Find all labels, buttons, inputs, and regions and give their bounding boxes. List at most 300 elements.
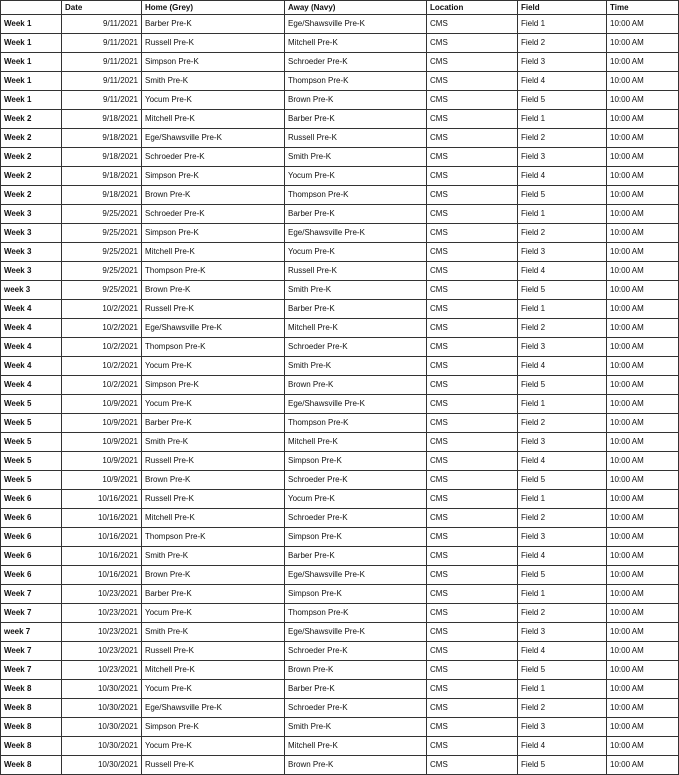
location-cell: CMS [427, 509, 518, 528]
table-row [1, 452, 679, 471]
header-home: Home (Grey) [142, 1, 285, 15]
table-row [1, 338, 679, 357]
away-team-cell: Brown Pre-K [285, 756, 427, 775]
date-cell: 10/30/2021 [62, 756, 142, 775]
home-team-cell: Brown Pre-K [142, 566, 285, 585]
location-cell: CMS [427, 414, 518, 433]
header-field: Field [518, 1, 607, 15]
away-team-cell: Thompson Pre-K [285, 414, 427, 433]
date-cell: 10/9/2021 [62, 414, 142, 433]
week-cell: Week 7 [1, 604, 62, 623]
location-cell: CMS [427, 338, 518, 357]
date-cell: 10/16/2021 [62, 509, 142, 528]
time-cell: 10:00 AM [607, 376, 679, 395]
away-team-cell: Russell Pre-K [285, 129, 427, 148]
field-cell: Field 4 [518, 642, 607, 661]
field-cell: Field 2 [518, 224, 607, 243]
date-cell: 10/30/2021 [62, 699, 142, 718]
date-cell: 10/9/2021 [62, 433, 142, 452]
home-team-cell: Barber Pre-K [142, 15, 285, 34]
away-team-cell: Thompson Pre-K [285, 604, 427, 623]
week-cell: Week 5 [1, 433, 62, 452]
location-cell: CMS [427, 623, 518, 642]
home-team-cell: Barber Pre-K [142, 414, 285, 433]
location-cell: CMS [427, 585, 518, 604]
table-row [1, 243, 679, 262]
week-cell: Week 7 [1, 642, 62, 661]
field-cell: Field 5 [518, 566, 607, 585]
location-cell: CMS [427, 547, 518, 566]
field-cell: Field 3 [518, 623, 607, 642]
field-cell: Field 4 [518, 452, 607, 471]
time-cell: 10:00 AM [607, 53, 679, 72]
week-cell: Week 6 [1, 490, 62, 509]
table-row [1, 72, 679, 91]
location-cell: CMS [427, 15, 518, 34]
time-cell: 10:00 AM [607, 585, 679, 604]
location-cell: CMS [427, 72, 518, 91]
location-cell: CMS [427, 91, 518, 110]
week-cell: Week 2 [1, 148, 62, 167]
location-cell: CMS [427, 680, 518, 699]
week-cell: Week 5 [1, 395, 62, 414]
away-team-cell: Smith Pre-K [285, 718, 427, 737]
away-team-cell: Barber Pre-K [285, 547, 427, 566]
away-team-cell: Schroeder Pre-K [285, 338, 427, 357]
away-team-cell: Russell Pre-K [285, 262, 427, 281]
time-cell: 10:00 AM [607, 699, 679, 718]
away-team-cell: Mitchell Pre-K [285, 34, 427, 53]
home-team-cell: Brown Pre-K [142, 281, 285, 300]
home-team-cell: Ege/Shawsville Pre-K [142, 129, 285, 148]
date-cell: 9/18/2021 [62, 167, 142, 186]
field-cell: Field 4 [518, 72, 607, 91]
time-cell: 10:00 AM [607, 110, 679, 129]
away-team-cell: Simpson Pre-K [285, 452, 427, 471]
home-team-cell: Simpson Pre-K [142, 376, 285, 395]
field-cell: Field 2 [518, 604, 607, 623]
table-row [1, 376, 679, 395]
time-cell: 10:00 AM [607, 718, 679, 737]
date-cell: 9/18/2021 [62, 186, 142, 205]
field-cell: Field 2 [518, 509, 607, 528]
table-row [1, 357, 679, 376]
location-cell: CMS [427, 281, 518, 300]
header-week [1, 1, 62, 15]
date-cell: 9/11/2021 [62, 72, 142, 91]
time-cell: 10:00 AM [607, 756, 679, 775]
time-cell: 10:00 AM [607, 471, 679, 490]
away-team-cell: Barber Pre-K [285, 110, 427, 129]
table-row [1, 34, 679, 53]
week-cell: Week 8 [1, 699, 62, 718]
table-row [1, 53, 679, 72]
location-cell: CMS [427, 452, 518, 471]
away-team-cell: Yocum Pre-K [285, 167, 427, 186]
time-cell: 10:00 AM [607, 281, 679, 300]
table-row [1, 433, 679, 452]
location-cell: CMS [427, 490, 518, 509]
date-cell: 9/25/2021 [62, 262, 142, 281]
home-team-cell: Schroeder Pre-K [142, 148, 285, 167]
field-cell: Field 2 [518, 129, 607, 148]
away-team-cell: Smith Pre-K [285, 281, 427, 300]
field-cell: Field 3 [518, 718, 607, 737]
location-cell: CMS [427, 376, 518, 395]
field-cell: Field 1 [518, 585, 607, 604]
date-cell: 10/23/2021 [62, 623, 142, 642]
date-cell: 10/30/2021 [62, 737, 142, 756]
field-cell: Field 1 [518, 680, 607, 699]
away-team-cell: Ege/Shawsville Pre-K [285, 623, 427, 642]
time-cell: 10:00 AM [607, 243, 679, 262]
date-cell: 9/25/2021 [62, 224, 142, 243]
location-cell: CMS [427, 34, 518, 53]
time-cell: 10:00 AM [607, 604, 679, 623]
table-row [1, 262, 679, 281]
home-team-cell: Yocum Pre-K [142, 91, 285, 110]
field-cell: Field 1 [518, 395, 607, 414]
time-cell: 10:00 AM [607, 262, 679, 281]
home-team-cell: Russell Pre-K [142, 300, 285, 319]
time-cell: 10:00 AM [607, 547, 679, 566]
home-team-cell: Ege/Shawsville Pre-K [142, 699, 285, 718]
week-cell: Week 5 [1, 471, 62, 490]
header-date: Date [62, 1, 142, 15]
time-cell: 10:00 AM [607, 566, 679, 585]
date-cell: 10/23/2021 [62, 604, 142, 623]
field-cell: Field 5 [518, 186, 607, 205]
away-team-cell: Mitchell Pre-K [285, 319, 427, 338]
away-team-cell: Schroeder Pre-K [285, 53, 427, 72]
week-cell: Week 8 [1, 737, 62, 756]
week-cell: Week 5 [1, 414, 62, 433]
table-row [1, 300, 679, 319]
location-cell: CMS [427, 718, 518, 737]
away-team-cell: Simpson Pre-K [285, 585, 427, 604]
header-location: Location [427, 1, 518, 15]
table-row [1, 319, 679, 338]
home-team-cell: Smith Pre-K [142, 547, 285, 566]
table-row [1, 224, 679, 243]
location-cell: CMS [427, 642, 518, 661]
time-cell: 10:00 AM [607, 205, 679, 224]
schedule-body [1, 15, 679, 775]
date-cell: 9/11/2021 [62, 15, 142, 34]
field-cell: Field 3 [518, 528, 607, 547]
away-team-cell: Mitchell Pre-K [285, 433, 427, 452]
time-cell: 10:00 AM [607, 72, 679, 91]
date-cell: 10/2/2021 [62, 319, 142, 338]
week-cell: Week 2 [1, 186, 62, 205]
location-cell: CMS [427, 756, 518, 775]
field-cell: Field 3 [518, 148, 607, 167]
home-team-cell: Yocum Pre-K [142, 680, 285, 699]
away-team-cell: Schroeder Pre-K [285, 642, 427, 661]
date-cell: 9/25/2021 [62, 243, 142, 262]
week-cell: Week 4 [1, 319, 62, 338]
time-cell: 10:00 AM [607, 148, 679, 167]
date-cell: 9/11/2021 [62, 91, 142, 110]
table-row [1, 623, 679, 642]
home-team-cell: Mitchell Pre-K [142, 110, 285, 129]
header-row [1, 1, 679, 15]
week-cell: Week 8 [1, 756, 62, 775]
field-cell: Field 5 [518, 471, 607, 490]
week-cell: Week 4 [1, 300, 62, 319]
week-cell: Week 7 [1, 585, 62, 604]
home-team-cell: Russell Pre-K [142, 452, 285, 471]
away-team-cell: Brown Pre-K [285, 376, 427, 395]
date-cell: 9/18/2021 [62, 129, 142, 148]
field-cell: Field 5 [518, 91, 607, 110]
date-cell: 9/25/2021 [62, 281, 142, 300]
week-cell: Week 3 [1, 262, 62, 281]
week-cell: Week 4 [1, 338, 62, 357]
week-cell: Week 1 [1, 15, 62, 34]
field-cell: Field 5 [518, 661, 607, 680]
table-row [1, 756, 679, 775]
table-row [1, 167, 679, 186]
field-cell: Field 3 [518, 53, 607, 72]
location-cell: CMS [427, 167, 518, 186]
week-cell: Week 7 [1, 661, 62, 680]
week-cell: Week 2 [1, 129, 62, 148]
table-row [1, 490, 679, 509]
time-cell: 10:00 AM [607, 433, 679, 452]
time-cell: 10:00 AM [607, 528, 679, 547]
home-team-cell: Russell Pre-K [142, 34, 285, 53]
time-cell: 10:00 AM [607, 452, 679, 471]
time-cell: 10:00 AM [607, 338, 679, 357]
location-cell: CMS [427, 224, 518, 243]
away-team-cell: Yocum Pre-K [285, 490, 427, 509]
week-cell: Week 8 [1, 680, 62, 699]
away-team-cell: Brown Pre-K [285, 661, 427, 680]
location-cell: CMS [427, 129, 518, 148]
table-row [1, 604, 679, 623]
field-cell: Field 4 [518, 167, 607, 186]
home-team-cell: Russell Pre-K [142, 756, 285, 775]
date-cell: 10/2/2021 [62, 376, 142, 395]
home-team-cell: Ege/Shawsville Pre-K [142, 319, 285, 338]
field-cell: Field 4 [518, 262, 607, 281]
field-cell: Field 3 [518, 243, 607, 262]
week-cell: Week 5 [1, 452, 62, 471]
home-team-cell: Simpson Pre-K [142, 718, 285, 737]
date-cell: 10/16/2021 [62, 490, 142, 509]
table-row [1, 129, 679, 148]
date-cell: 10/2/2021 [62, 300, 142, 319]
date-cell: 9/25/2021 [62, 205, 142, 224]
time-cell: 10:00 AM [607, 395, 679, 414]
home-team-cell: Thompson Pre-K [142, 262, 285, 281]
field-cell: Field 1 [518, 490, 607, 509]
week-cell: week 7 [1, 623, 62, 642]
date-cell: 10/16/2021 [62, 566, 142, 585]
away-team-cell: Brown Pre-K [285, 91, 427, 110]
field-cell: Field 4 [518, 737, 607, 756]
date-cell: 10/9/2021 [62, 452, 142, 471]
table-row [1, 642, 679, 661]
week-cell: Week 3 [1, 224, 62, 243]
away-team-cell: Simpson Pre-K [285, 528, 427, 547]
location-cell: CMS [427, 433, 518, 452]
field-cell: Field 2 [518, 699, 607, 718]
header-away: Away (Navy) [285, 1, 427, 15]
time-cell: 10:00 AM [607, 186, 679, 205]
location-cell: CMS [427, 661, 518, 680]
home-team-cell: Simpson Pre-K [142, 224, 285, 243]
time-cell: 10:00 AM [607, 661, 679, 680]
time-cell: 10:00 AM [607, 167, 679, 186]
location-cell: CMS [427, 566, 518, 585]
home-team-cell: Russell Pre-K [142, 642, 285, 661]
table-row [1, 91, 679, 110]
away-team-cell: Smith Pre-K [285, 148, 427, 167]
date-cell: 10/23/2021 [62, 585, 142, 604]
field-cell: Field 5 [518, 281, 607, 300]
date-cell: 10/16/2021 [62, 528, 142, 547]
location-cell: CMS [427, 148, 518, 167]
table-row [1, 186, 679, 205]
week-cell: Week 1 [1, 53, 62, 72]
table-row [1, 661, 679, 680]
home-team-cell: Brown Pre-K [142, 186, 285, 205]
week-cell: Week 3 [1, 243, 62, 262]
week-cell: Week 4 [1, 376, 62, 395]
home-team-cell: Yocum Pre-K [142, 357, 285, 376]
field-cell: Field 4 [518, 357, 607, 376]
home-team-cell: Brown Pre-K [142, 471, 285, 490]
home-team-cell: Mitchell Pre-K [142, 509, 285, 528]
away-team-cell: Ege/Shawsville Pre-K [285, 395, 427, 414]
time-cell: 10:00 AM [607, 34, 679, 53]
date-cell: 9/18/2021 [62, 110, 142, 129]
date-cell: 10/30/2021 [62, 718, 142, 737]
date-cell: 9/18/2021 [62, 148, 142, 167]
week-cell: week 3 [1, 281, 62, 300]
away-team-cell: Thompson Pre-K [285, 186, 427, 205]
date-cell: 9/11/2021 [62, 53, 142, 72]
date-cell: 9/11/2021 [62, 34, 142, 53]
time-cell: 10:00 AM [607, 509, 679, 528]
date-cell: 10/23/2021 [62, 642, 142, 661]
date-cell: 10/2/2021 [62, 338, 142, 357]
week-cell: Week 6 [1, 528, 62, 547]
home-team-cell: Barber Pre-K [142, 585, 285, 604]
home-team-cell: Mitchell Pre-K [142, 243, 285, 262]
header-time: Time [607, 1, 679, 15]
time-cell: 10:00 AM [607, 680, 679, 699]
time-cell: 10:00 AM [607, 300, 679, 319]
week-cell: Week 2 [1, 167, 62, 186]
away-team-cell: Schroeder Pre-K [285, 509, 427, 528]
home-team-cell: Simpson Pre-K [142, 167, 285, 186]
table-row [1, 528, 679, 547]
date-cell: 10/2/2021 [62, 357, 142, 376]
location-cell: CMS [427, 243, 518, 262]
home-team-cell: Russell Pre-K [142, 490, 285, 509]
table-row [1, 205, 679, 224]
away-team-cell: Mitchell Pre-K [285, 737, 427, 756]
date-cell: 10/30/2021 [62, 680, 142, 699]
home-team-cell: Mitchell Pre-K [142, 661, 285, 680]
location-cell: CMS [427, 604, 518, 623]
location-cell: CMS [427, 737, 518, 756]
week-cell: Week 3 [1, 205, 62, 224]
field-cell: Field 2 [518, 319, 607, 338]
table-row [1, 414, 679, 433]
table-row [1, 395, 679, 414]
table-row [1, 281, 679, 300]
away-team-cell: Thompson Pre-K [285, 72, 427, 91]
home-team-cell: Simpson Pre-K [142, 53, 285, 72]
table-row [1, 566, 679, 585]
date-cell: 10/16/2021 [62, 547, 142, 566]
away-team-cell: Smith Pre-K [285, 357, 427, 376]
home-team-cell: Yocum Pre-K [142, 604, 285, 623]
field-cell: Field 4 [518, 547, 607, 566]
table-row [1, 737, 679, 756]
home-team-cell: Thompson Pre-K [142, 338, 285, 357]
field-cell: Field 1 [518, 205, 607, 224]
field-cell: Field 1 [518, 15, 607, 34]
away-team-cell: Schroeder Pre-K [285, 471, 427, 490]
field-cell: Field 3 [518, 433, 607, 452]
location-cell: CMS [427, 528, 518, 547]
table-row [1, 680, 679, 699]
location-cell: CMS [427, 395, 518, 414]
date-cell: 10/23/2021 [62, 661, 142, 680]
time-cell: 10:00 AM [607, 414, 679, 433]
away-team-cell: Yocum Pre-K [285, 243, 427, 262]
week-cell: Week 1 [1, 91, 62, 110]
table-row [1, 110, 679, 129]
week-cell: Week 2 [1, 110, 62, 129]
location-cell: CMS [427, 319, 518, 338]
home-team-cell: Thompson Pre-K [142, 528, 285, 547]
location-cell: CMS [427, 186, 518, 205]
week-cell: Week 6 [1, 547, 62, 566]
table-row [1, 471, 679, 490]
away-team-cell: Ege/Shawsville Pre-K [285, 15, 427, 34]
away-team-cell: Ege/Shawsville Pre-K [285, 224, 427, 243]
location-cell: CMS [427, 471, 518, 490]
location-cell: CMS [427, 357, 518, 376]
home-team-cell: Yocum Pre-K [142, 737, 285, 756]
field-cell: Field 5 [518, 756, 607, 775]
time-cell: 10:00 AM [607, 319, 679, 338]
time-cell: 10:00 AM [607, 129, 679, 148]
home-team-cell: Smith Pre-K [142, 72, 285, 91]
week-cell: Week 1 [1, 34, 62, 53]
date-cell: 10/9/2021 [62, 395, 142, 414]
table-row [1, 15, 679, 34]
location-cell: CMS [427, 262, 518, 281]
field-cell: Field 1 [518, 110, 607, 129]
location-cell: CMS [427, 699, 518, 718]
table-row [1, 585, 679, 604]
field-cell: Field 5 [518, 376, 607, 395]
field-cell: Field 1 [518, 300, 607, 319]
location-cell: CMS [427, 110, 518, 129]
table-row [1, 718, 679, 737]
away-team-cell: Schroeder Pre-K [285, 699, 427, 718]
week-cell: Week 6 [1, 566, 62, 585]
table-row [1, 148, 679, 167]
time-cell: 10:00 AM [607, 490, 679, 509]
